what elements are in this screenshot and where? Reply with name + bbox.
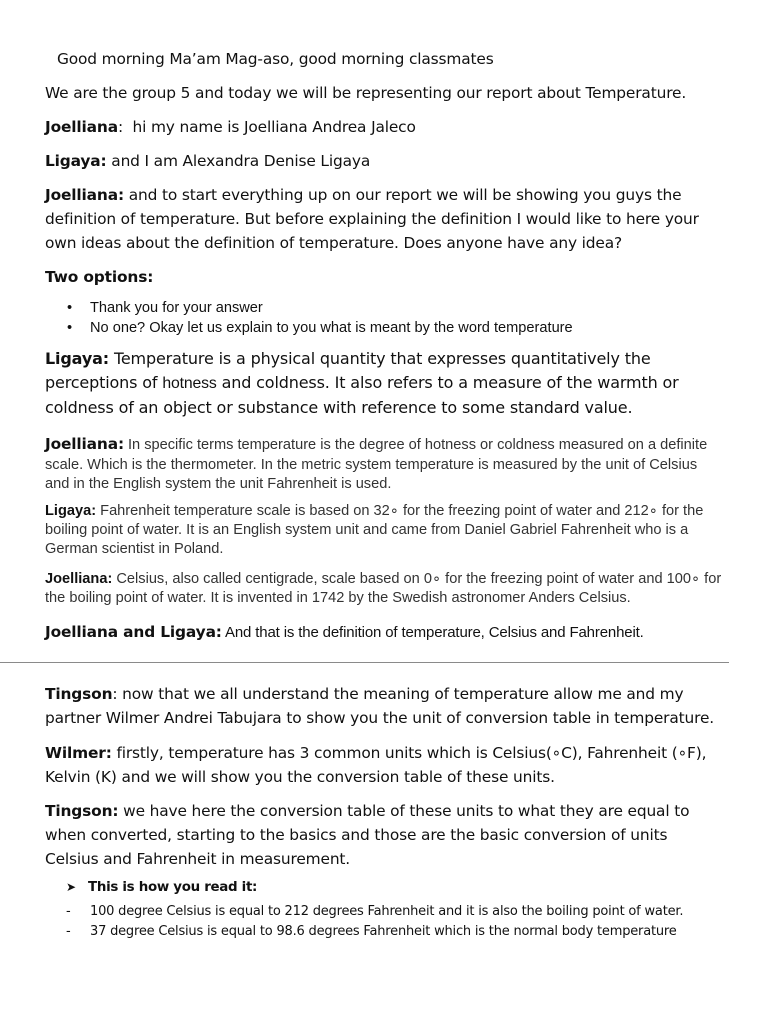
dash-bullet-icon: - xyxy=(66,904,71,919)
speaker-name: Joelliana xyxy=(45,118,118,136)
speaker-name: Ligaya: xyxy=(45,503,97,519)
list-item xyxy=(66,902,726,922)
dialogue-text: Celsius, also called centigrade, scale based on 0∘ for the freezing point of water and 100∘ for the boiling point of water. It is invented in 1742 by the Swedish astronomer Anders Celsius. xyxy=(45,571,722,606)
list-item-text: Thank you for your answer xyxy=(90,300,263,316)
dialogue-line xyxy=(45,570,725,608)
punctuation: : xyxy=(117,118,123,136)
dialogue-line xyxy=(45,183,725,255)
dialogue-text: and coldness. It also refers to a measure of the warmth or coldness of an object or substance with reference to some standard value. xyxy=(45,373,679,417)
dialogue-line xyxy=(45,347,725,420)
dialogue-line xyxy=(45,115,725,139)
dialogue-text: firstly, temperature has 3 common units which is Celsius(∘C), Fahrenheit (∘F), Kelvin (K) and we will show you the conversion table of these units. xyxy=(45,744,707,786)
speaker-name: Ligaya: xyxy=(45,152,107,170)
dialogue-line xyxy=(45,620,725,645)
dialogue-text: And that is the definition of temperature, Celsius and Fahrenheit. xyxy=(221,624,644,641)
dialogue-text: : now that we all understand the meaning of temperature allow me and my partner Wilmer Andrei Tabujara to show you the unit of conversion table in temperature. xyxy=(45,685,715,727)
dialogue-text: Fahrenheit temperature scale is based on 32∘ for the freezing point of water and 212∘ for the boiling point of water. It is an English system unit and came from Daniel Gabriel Fahrenheit who is a German scientist in Poland. xyxy=(45,503,704,557)
dialogue-text: In specific terms temperature is the degree of hotness or coldness measured on a definite scale. Which is the thermometer. In the metric system temperature is measured by the unit of Celsius and in the English system the unit Fahrenheit is used. xyxy=(45,437,708,492)
arrow-bullet-icon: ➤ xyxy=(66,880,76,894)
dash-bullet-icon: - xyxy=(66,924,71,939)
conversion-examples-list xyxy=(66,902,726,942)
dialogue-text: hi my name is Joelliana Andrea Jaleco xyxy=(123,118,416,136)
dialogue-text: and I am Alexandra Denise Ligaya xyxy=(106,152,371,170)
dialogue-line xyxy=(45,502,725,559)
greeting-line: Good morning Ma’am Mag-aso, good morning classmates xyxy=(57,50,494,68)
read-instructions-heading xyxy=(66,880,257,895)
bullet-icon: • xyxy=(67,300,73,316)
list-item-text: No one? Okay let us explain to you what is meant by the word temperature xyxy=(90,320,573,336)
bullet-icon: • xyxy=(67,320,73,336)
dialogue-text: we have here the conversion table of these units to what they are equal to when converted, starting to the basics and those are the basic conversion of units Celsius and Fahrenheit in measurement. xyxy=(45,802,690,868)
list-item xyxy=(45,318,725,338)
options-heading: Two options: xyxy=(45,268,154,286)
dialogue-text: hotness xyxy=(162,375,217,392)
options-list xyxy=(45,298,725,338)
list-item xyxy=(45,298,725,318)
dialogue-text: Temperature is a physical quantity that expresses quantitatively the perceptions of xyxy=(45,349,651,392)
speaker-name: Joelliana and Ligaya: xyxy=(45,623,222,641)
dialogue-line xyxy=(45,741,725,789)
list-item-text: 37 degree Celsius is equal to 98.6 degrees Fahrenheit which is the normal body temperature xyxy=(90,924,677,939)
dialogue-line xyxy=(45,799,725,871)
speaker-name: Ligaya: xyxy=(45,349,110,368)
dialogue-text: and to start everything up on our report we will be showing you guys the definition of temperature. But before explaining the definition I would like to here your own ideas about the definition of temperature. Does anyone have any idea? xyxy=(45,186,699,252)
speaker-name: Joelliana: xyxy=(45,435,124,453)
dialogue-line xyxy=(45,682,725,730)
list-item-text: 100 degree Celsius is equal to 212 degrees Fahrenheit and it is also the boiling point of water. xyxy=(90,904,684,919)
list-item xyxy=(66,922,726,942)
section-divider xyxy=(0,662,729,663)
speaker-name: Joelliana: xyxy=(45,186,124,204)
speaker-name: Tingson xyxy=(45,685,113,703)
speaker-name: Tingson: xyxy=(45,802,119,820)
read-instructions-label: This is how you read it: xyxy=(88,880,258,895)
intro-line: We are the group 5 and today we will be representing our report about Temperature. xyxy=(45,84,687,102)
dialogue-line xyxy=(45,432,725,494)
speaker-name: Wilmer: xyxy=(45,744,112,762)
speaker-name: Joelliana: xyxy=(45,571,113,587)
dialogue-line xyxy=(45,149,725,173)
